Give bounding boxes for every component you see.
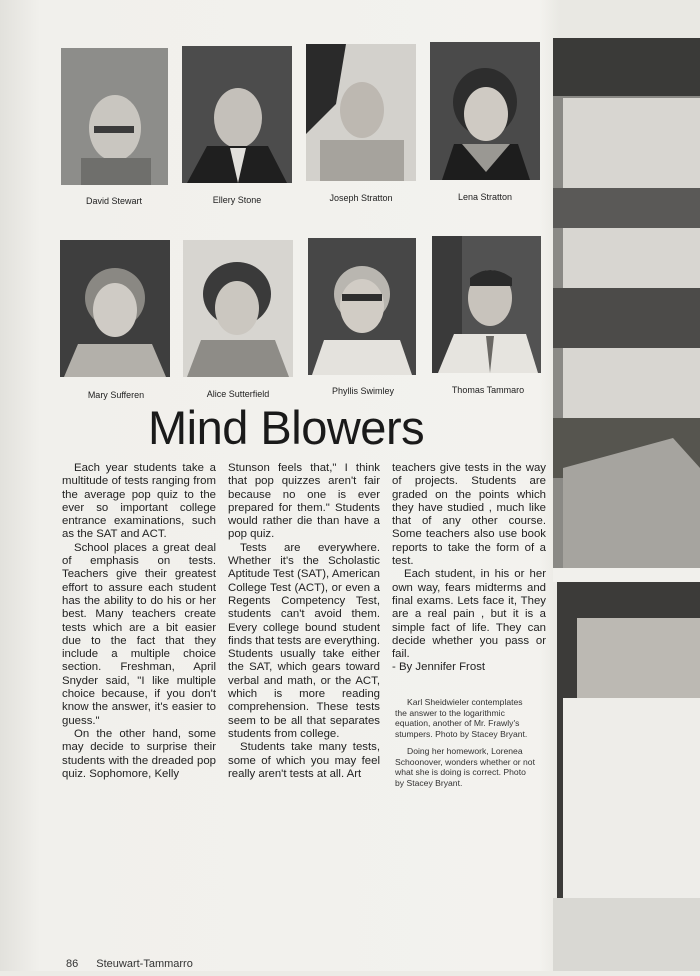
page-footer — [66, 958, 211, 970]
portrait-photo — [61, 48, 168, 185]
portrait-photo — [183, 240, 293, 377]
page-number: 86 — [66, 958, 79, 970]
article-paragraph: School places a great deal of emphasis on tests. Teachers give their greatest effort to assure each student has the ability to do his or her best. Many teachers create tests which are a bit easier due to the fact that they include a multiple choice section. Freshman, April Snyder said, "I like multiple choice because, if you don't know the answer, it's easier to guess." — [62, 541, 216, 727]
article-paragraph: Students take many tests, some of which you may feel really aren't tests at all. Art — [228, 741, 380, 780]
article-paragraph: Stunson feels that," I think that pop quizzes aren't fair because no one is ever prepared for them." Students would rather die than have a pop quiz. — [228, 462, 380, 541]
photo-caption-group — [395, 697, 535, 739]
portrait-caption: Mary Sufferen — [87, 390, 145, 400]
portrait-caption: David Stewart — [85, 196, 143, 206]
article-column-2 — [228, 462, 380, 781]
article-column-1 — [62, 462, 216, 781]
portrait-photo — [308, 238, 416, 375]
feature-photo-strip — [553, 38, 700, 971]
photo-caption: Karl Sheidwieler contemplates the answer to the logarithmic equation, another of Mr. Frawly's stumpers. Photo by Stacey Bryant. — [395, 697, 528, 739]
article-paragraph: Tests are everywhere. Whether it's the Scholastic Aptitude Test (SAT), American College Test (ACT), or even a Regents Competency Test, students can't avoid them. Every college bound student finds that tests are everything. Students usually take either the SAT, which gears toward verbal and math, or the ACT, which is more reading comprehension. These tests seem to be all that separates students from college. — [228, 541, 380, 740]
portrait-photo — [306, 44, 416, 181]
article-paragraph: Each student, in his or her own way, fears midterms and final exams. Lets face it, They are a real pain , but it is a simple fact of life. They can decide whether you pass or fail. — [392, 568, 546, 661]
portrait-caption: Ellery Stone — [212, 195, 262, 205]
photo-caption-group — [395, 746, 535, 788]
portrait-caption: Joseph Stratton — [329, 193, 393, 203]
article-paragraph: On the other hand, some may decide to surprise their students with the dreaded pop quiz. Sophomore, Kelly — [62, 727, 216, 780]
byline: - By Jennifer Frost — [392, 661, 486, 674]
article-paragraph: teachers give tests in the way of projects. Students are graded on the points which they have studied , much like that of any other course. Some teachers also use book reports to take the form of a test. — [392, 462, 546, 568]
portrait-photo — [430, 42, 540, 180]
article-column-3 — [392, 462, 546, 675]
portrait-photo — [432, 236, 541, 373]
headline: Mind Blowers — [148, 401, 425, 454]
photo-caption: Doing her homework, Lorenea Schoonover, wonders whether or not what she is doing is correct. Photo by Stacey Bryant. — [395, 746, 535, 788]
portrait-caption: Phyllis Swimley — [331, 386, 394, 396]
portrait-caption: Thomas Tammaro — [451, 385, 525, 395]
portrait-photo — [182, 46, 292, 183]
portrait-caption: Alice Sutterfield — [206, 389, 270, 399]
portrait-photo — [60, 240, 170, 377]
article-paragraph: Each year students take a multitude of tests ranging from the average pop quiz to the ever so important college entrance examinations, such as the SAT and ACT. — [62, 462, 216, 541]
portrait-caption: Lena Stratton — [457, 192, 513, 202]
section-name: Steuwart-Tammarro — [96, 958, 193, 970]
